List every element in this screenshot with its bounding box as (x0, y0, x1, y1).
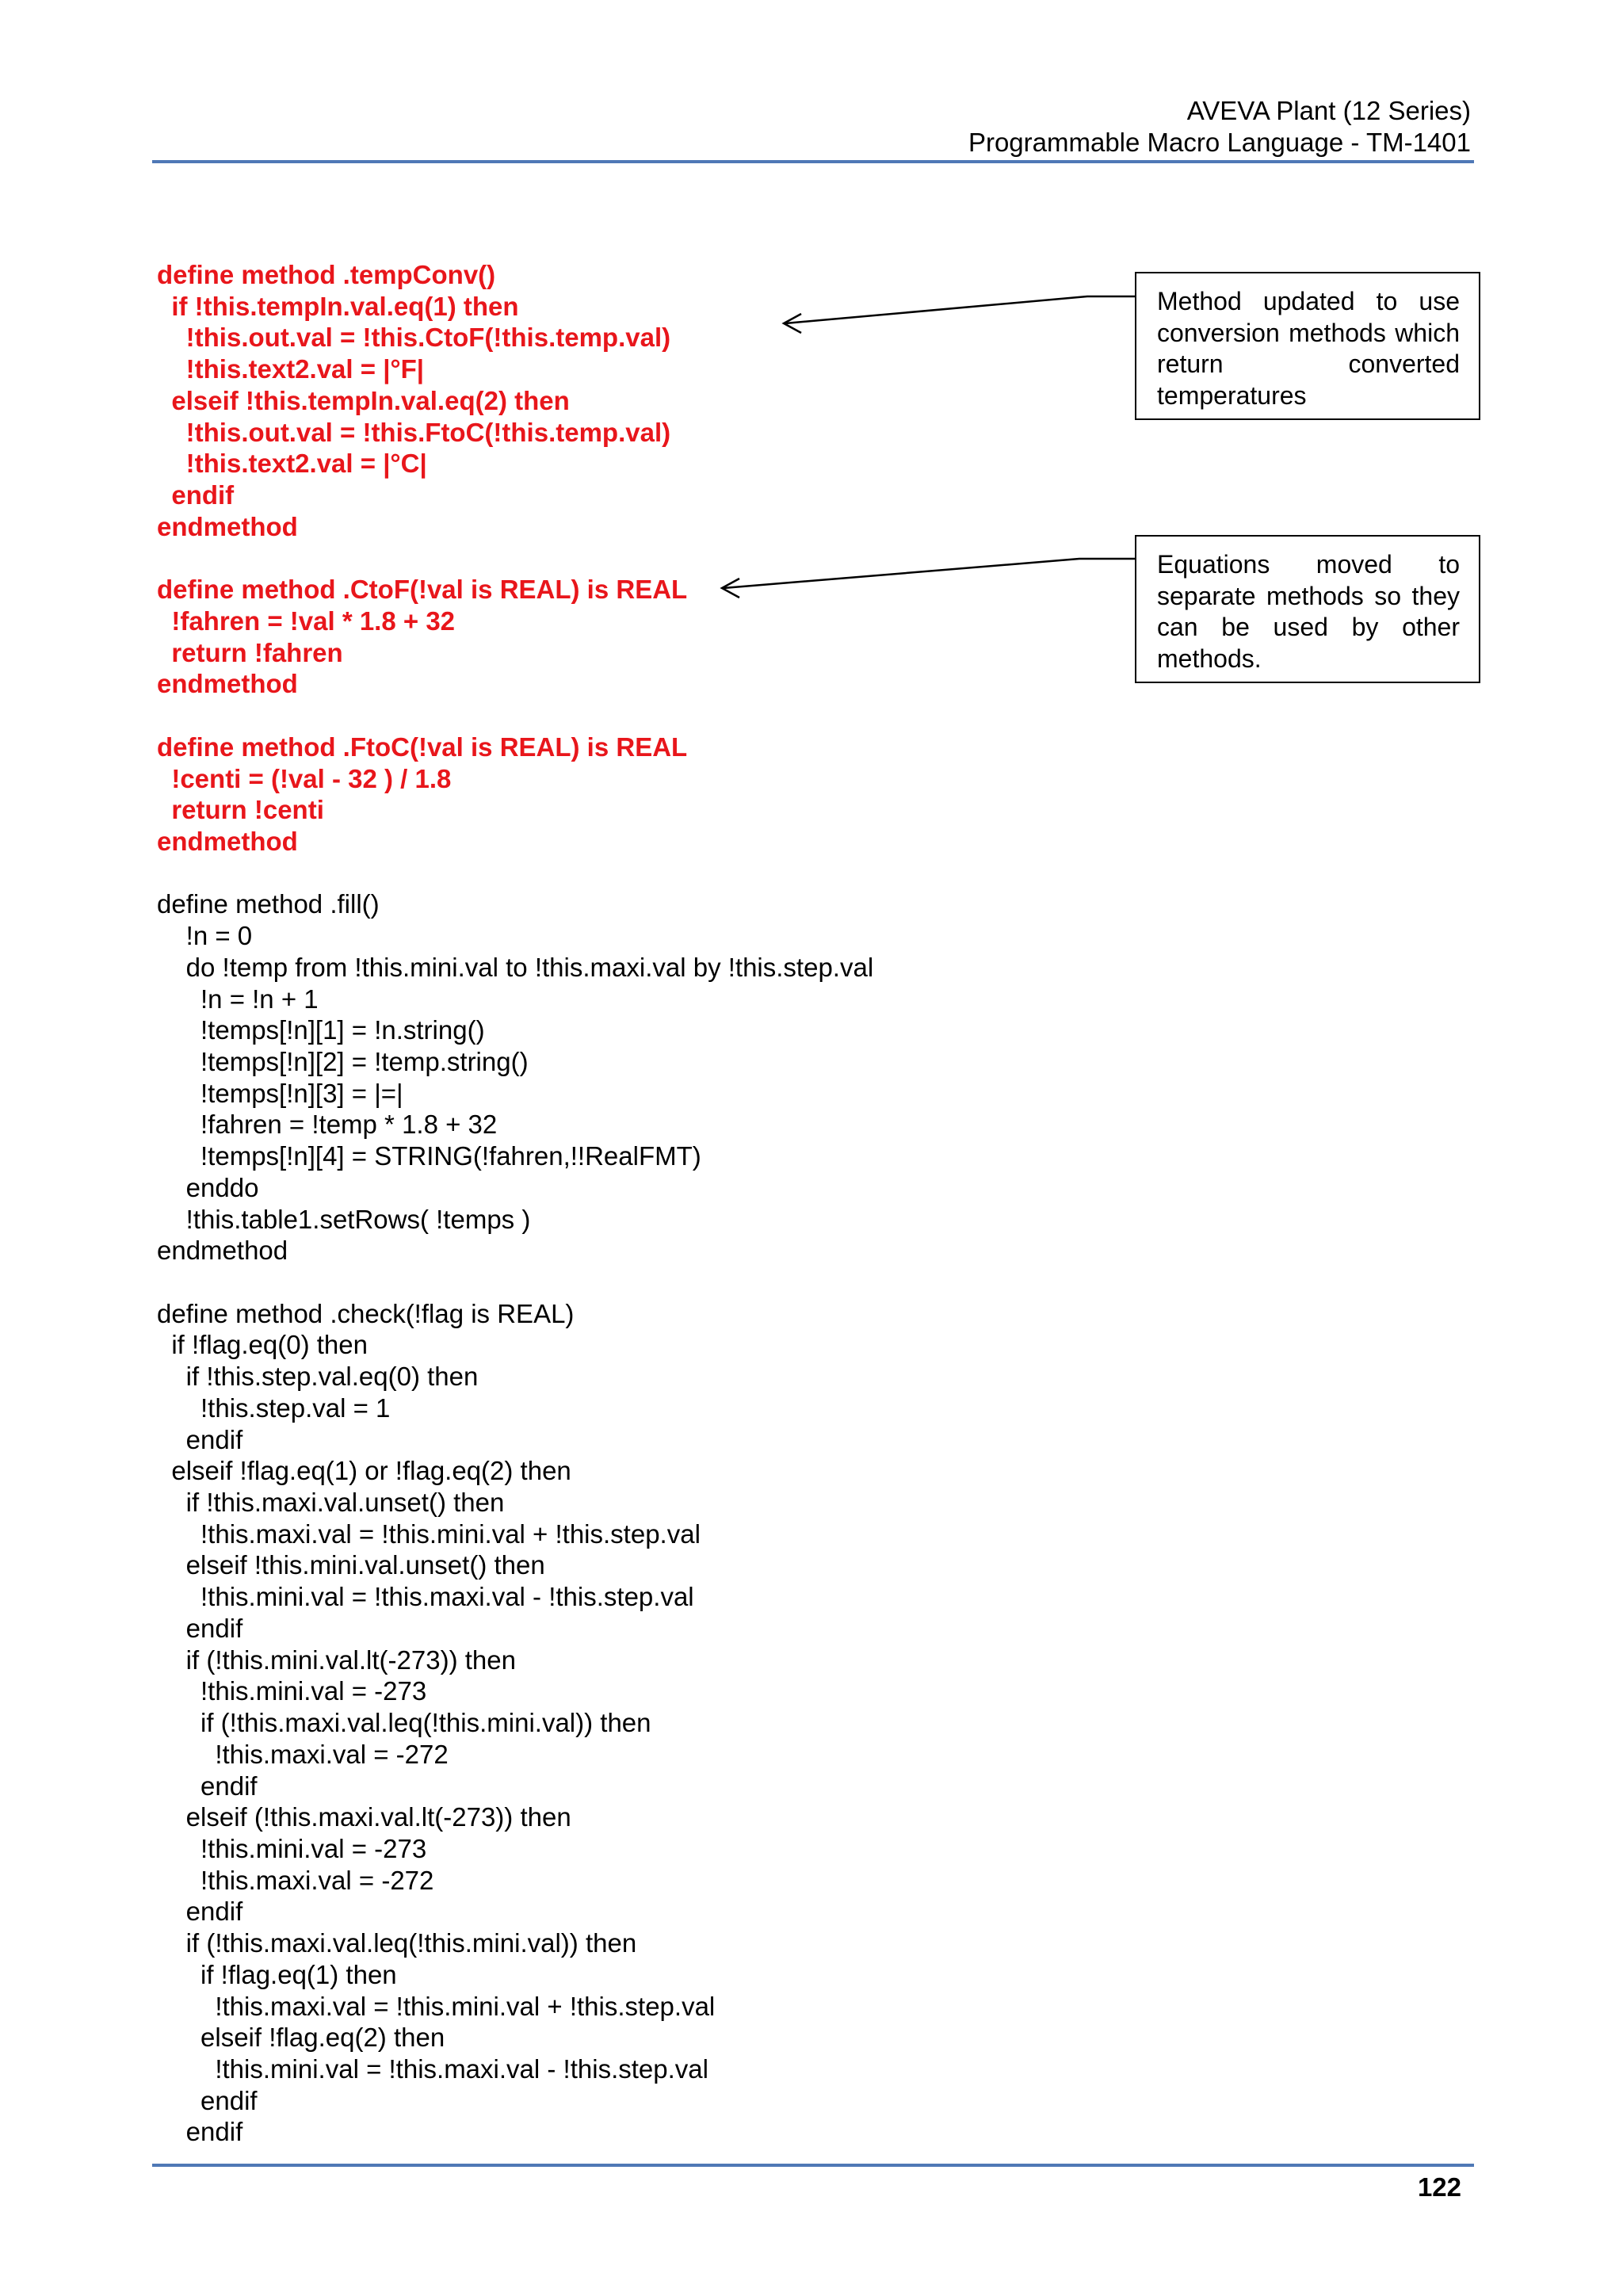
code-line: if !flag.eq(0) then (157, 1330, 368, 1360)
page-number: 122 (1417, 2172, 1461, 2202)
code-line: !temps[!n][4] = STRING(!fahren,!!RealFMT) (157, 1141, 701, 1171)
code-line: elseif !this.tempIn.val.eq(2) then (157, 385, 570, 415)
code-line: endmethod (157, 511, 298, 541)
code-line: define method .fill() (157, 889, 380, 919)
code-line: endmethod (157, 826, 298, 856)
code-line (157, 858, 873, 889)
code-line: endif (157, 2117, 243, 2147)
code-line: !this.mini.val = -273 (157, 1676, 427, 1706)
code-line: if (!this.maxi.val.leq(!this.mini.val)) then (157, 1928, 637, 1958)
page-header (152, 94, 1474, 163)
code-line: if (!this.maxi.val.leq(!this.mini.val)) then (157, 1708, 651, 1738)
code-line: define method .CtoF(!val is REAL) is REAL (157, 575, 688, 605)
code-line: return !centi (157, 795, 324, 825)
code-line: endif (157, 1424, 243, 1454)
code-line: endmethod (157, 1236, 288, 1266)
code-line: endif (157, 1771, 258, 1801)
code-line: endif (157, 1897, 243, 1927)
code-line (157, 1266, 873, 1298)
code-line: !this.out.val = !this.FtoC(!this.temp.val) (157, 417, 671, 447)
code-line: !n = 0 (157, 921, 253, 951)
footer-rule (152, 2164, 1474, 2167)
code-line: !temps[!n][3] = |=| (157, 1078, 403, 1108)
code-line: endif (157, 1613, 243, 1643)
code-listing (157, 259, 873, 2148)
code-line: !this.text2.val = |°F| (157, 354, 425, 384)
code-line: elseif !flag.eq(2) then (157, 2023, 445, 2053)
code-line: !this.mini.val = -273 (157, 1833, 427, 1863)
code-line: endif (157, 2085, 258, 2115)
header-product-title: AVEVA Plant (12 Series) (1186, 96, 1471, 125)
code-line: !fahren = !temp * 1.8 + 32 (157, 1110, 498, 1140)
code-line: !this.table1.setRows( !temps ) (157, 1204, 531, 1234)
code-line: !this.maxi.val = -272 (157, 1865, 434, 1895)
header-course-title: Programmable Macro Language - TM-1401 (968, 128, 1471, 157)
annotation-box-method-updated: Method updated to use conversion methods which return converted temperatures (1135, 272, 1480, 420)
code-line: if !this.step.val.eq(0) then (157, 1362, 479, 1392)
code-line: !this.step.val = 1 (157, 1392, 391, 1423)
code-line: !this.mini.val = !this.maxi.val - !this.step.val (157, 2053, 708, 2084)
code-line: define method .tempConv() (157, 260, 496, 289)
code-line: elseif (!this.maxi.val.lt(-273)) then (157, 1802, 571, 1832)
code-line: if (!this.mini.val.lt(-273)) then (157, 1645, 516, 1675)
code-line: !this.maxi.val = !this.mini.val + !this.step.val (157, 1991, 716, 2021)
code-line: !this.maxi.val = -272 (157, 1739, 449, 1769)
code-line: do !temp from !this.mini.val to !this.maxi.val by !this.step.val (157, 952, 874, 982)
code-line (157, 700, 873, 732)
code-line (157, 542, 873, 574)
code-line: endmethod (157, 669, 298, 699)
code-line: !temps[!n][1] = !n.string() (157, 1015, 485, 1045)
code-line: enddo (157, 1172, 259, 1202)
code-line: if !this.maxi.val.unset() then (157, 1488, 505, 1518)
code-line: define method .check(!flag is REAL) (157, 1298, 575, 1328)
code-line: if !flag.eq(1) then (157, 1959, 397, 1989)
code-line: define method .FtoC(!val is REAL) is REAL (157, 732, 688, 762)
code-line: !this.text2.val = |°C| (157, 449, 427, 479)
code-line: elseif !this.mini.val.unset() then (157, 1550, 545, 1580)
code-line: return !fahren (157, 637, 343, 667)
code-line: !this.mini.val = !this.maxi.val - !this.step.val (157, 1582, 694, 1612)
code-line: !n = !n + 1 (157, 984, 319, 1014)
annotation-box-equations-moved: Equations moved to separate methods so they can be used by other methods. (1135, 535, 1480, 683)
code-line: endif (157, 480, 235, 510)
code-line: !temps[!n][2] = !temp.string() (157, 1046, 529, 1076)
code-line: !centi = (!val - 32 ) / 1.8 (157, 763, 452, 793)
code-line: !this.out.val = !this.CtoF(!this.temp.val) (157, 323, 671, 353)
code-line: !this.maxi.val = !this.mini.val + !this.step.val (157, 1519, 701, 1549)
code-line: elseif !flag.eq(1) or !flag.eq(2) then (157, 1456, 571, 1486)
code-line: !fahren = !val * 1.8 + 32 (157, 606, 456, 636)
code-line: if !this.tempIn.val.eq(1) then (157, 291, 519, 321)
